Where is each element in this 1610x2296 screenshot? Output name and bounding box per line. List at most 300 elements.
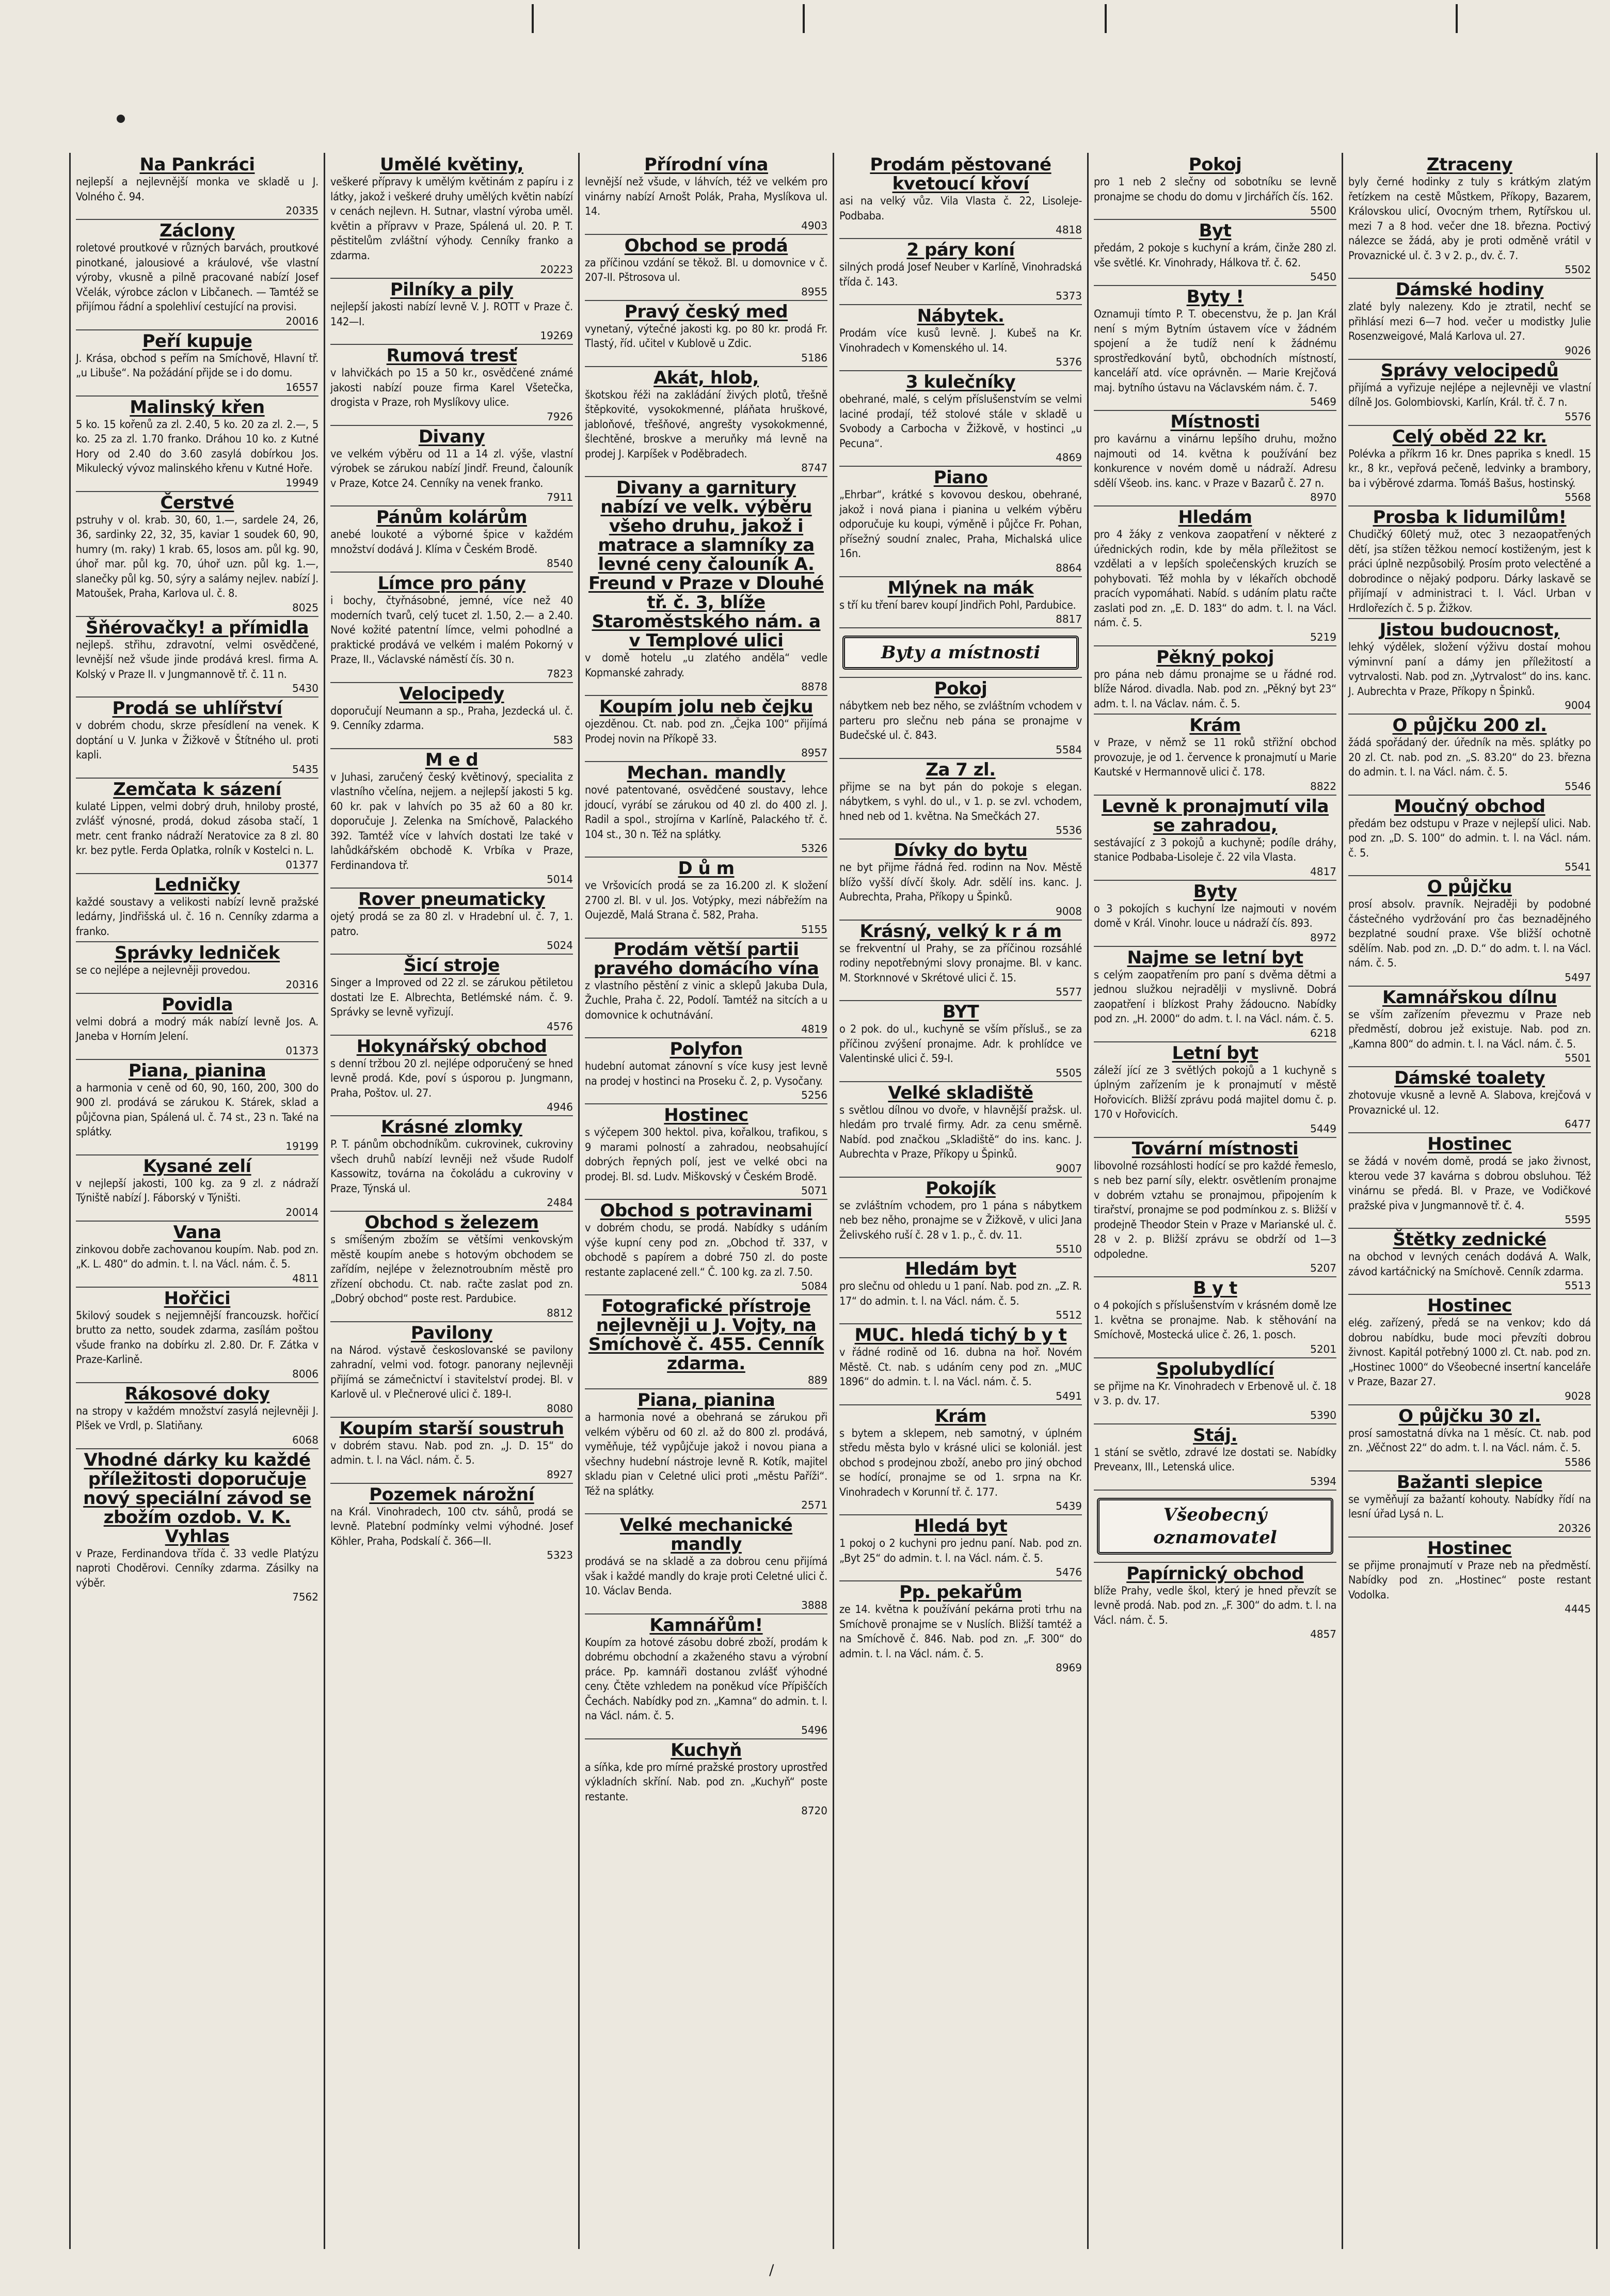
classified-ad (839, 467, 1082, 577)
ad-body: hudební automat zánovní s více kusy jest levně na prodej v hostinci na Proseku č. 2, p. Vysočany. (585, 1060, 827, 1088)
classified-ad (1348, 1133, 1591, 1229)
classified-ad (585, 1389, 827, 1514)
ad-body: o 3 pokojích s kuchyní lze najmouti v novém domě v Král. Vinohr. louce u nádraží čís. 893. (1094, 902, 1336, 930)
ad-body: vynetaný, výtečné jakosti kg. po 80 kr. prodá Fr. Tlastý, říd. učitel v Kublově u Zdic. (585, 322, 827, 350)
ad-title: Bažanti slepice (1396, 1471, 1543, 1493)
ad-title: Mechan. mandly (627, 763, 786, 783)
ad-title: 2 páry koní (906, 240, 1015, 260)
classified-ad (839, 577, 1082, 629)
ad-title: Dámské hodiny (1395, 279, 1544, 300)
classified-ad (1348, 796, 1591, 877)
ad-number: 16557 (285, 381, 318, 393)
ad-title: Místnosti (1170, 411, 1260, 432)
classified-ad (585, 939, 827, 1039)
ad-body: se žádá v novém domě, prodá se jako živnost, kterou vede 37 kavárna s dobrou obsluhou. Též vinárnu se předá. Bl. v Praze, ve Vodičkové pražské piva v Jungmannově tř. č. 4. (1348, 1155, 1591, 1212)
ad-number: 8955 (801, 285, 827, 298)
ad-number: 8540 (547, 557, 573, 569)
ad-body: každé soustavy a velikosti nabízí levně pražské ledárny, Jindřišská ul. č. 16 n. Cenníky zdarma a franko. (76, 895, 318, 938)
ad-body: Prodám více kusů levně. J. Kubeš na Kr. Vinohradech v Komenského ul. 14. (839, 327, 1082, 355)
classified-ad (1094, 796, 1336, 881)
classified-ad (585, 762, 827, 858)
ad-title: Rumová tresť (386, 345, 517, 366)
column-2 (325, 153, 580, 2249)
classified-ad (330, 345, 573, 426)
ad-body: 5kilový soudek s nejjemnější francouzsk. hořčicí brutto za netto, soudek zdarma, zasílám poštou všude franko na dobírku zl. 2.80. Dr. F. Zátka v Praze-Karlině. (76, 1309, 318, 1366)
ad-number: 5501 (1565, 1052, 1591, 1064)
ad-body: v Praze, Ferdinandova třída č. 33 vedle Platýzu naproti Choděrovi. Cenníky zdarma. Zásilky na výběr. (76, 1547, 318, 1590)
ad-body: pro pána neb dámu pronajme se u řádné rod. blíže Národ. divadla. Nab. pod zn. „Pěkný byt 23“ adm. t. l. na Václav. nám. č. 5. (1094, 668, 1336, 710)
ad-body: za příčinou vzdání se těkož. Bl. u domovnice v č. 207-II. Pštrosova ul. (585, 256, 827, 284)
ad-body: 1 pokoj o 2 kuchyni pro jednu paní. Nab. pod zn. „Byt 25“ do admin. t. l. na Václ. nám. č. 5. (839, 1537, 1082, 1565)
ad-number: 7562 (292, 1591, 318, 1603)
ad-title: Mlýnek na mák (887, 577, 1034, 598)
classified-ad (76, 492, 318, 617)
ad-number: 5469 (1310, 395, 1336, 408)
ad-body: roletové proutkové v různých barvách, proutkové pinotkané, jalousiové a kráulové, vše vlastní výroby, vkusně a pilně pracované nabízí Josef Včelák, výrobce záclon v Libčanech. — Tamtéž se přijímou řádní a spolehliví cestující na provisi. (76, 242, 318, 313)
classified-ad (585, 154, 827, 235)
ad-body: asi na velký vůz. Vila Vlasta č. 22, Lisoleje-Podbaba. (839, 195, 1082, 223)
ad-title: Rover pneumaticky (358, 889, 545, 910)
ad-number: 5510 (1056, 1243, 1082, 1255)
ad-body: se zvláštním vchodem, pro 1 pána s nábytkem neb bez něho, pronajme se v Žižkově, v ulici Jana Želivského ruší č. 28 v 1. p., č. dv. 11. (839, 1199, 1082, 1242)
ad-title: Kuchyň (671, 1739, 742, 1761)
classified-ad (585, 1038, 827, 1104)
ad-title: Na Pankráci (139, 154, 255, 175)
ad-title: Obchod s potravinami (600, 1200, 812, 1221)
ad-number: 5497 (1565, 971, 1591, 984)
ad-number: 8747 (801, 462, 827, 474)
classified-ad (330, 573, 573, 683)
ad-body: Polévka a příkrm 16 kr. Dnes paprika s knedl. 15 kr., 8 kr., vepřová pečeně, ledvinky a brambory, ba i výběrové zdarma. Tomáš Bašus, hostinský. (1348, 447, 1591, 490)
classified-ad (839, 239, 1082, 305)
ad-body: byly černé hodinky z tuly s krátkým zlatým řetízkem na cestě Můstkem, Příkopy, Bazarem, Královskou ulicí, Ovocným trhem, Rytířskou ul. mezi 7 a 8 hod. večer dne 18. března. Poctivý nálezce se žádá, aby je proti odměně vrátil v Provaznické ul. č. 3 v 2. p., dv. č. 7. (1348, 176, 1591, 262)
classified-ad (76, 1222, 318, 1288)
ad-body: předám, 2 pokoje s kuchyní a krám, činže 280 zl. vše světlé. Kr. Vinohrady, Hálkova tř. č. 62. (1094, 242, 1336, 270)
ad-body: a harmonia v ceně od 60, 90, 160, 200, 300 do 900 zl. prodává se zárukou K. Stárek, sklad a půjčovna pian, Spálená ul. č. 74 st., 23 n. Také na splátky. (76, 1081, 318, 1138)
ad-number: 5430 (292, 682, 318, 694)
ad-number: 5256 (801, 1089, 827, 1101)
classified-ad (1094, 154, 1336, 220)
ad-body: s bytem a sklepem, neb samotný, v úplném středu města bylo v krásné ulici se koloniál. jest obchod s prodejnou zboží, anebo pro jiný obchod se hodící, pronajme se od 1. srpna na Kr. Vinohradech v Korunní tř. č. 177. (839, 1427, 1082, 1499)
ad-body: přijímá a vyřizuje nejlépe a nejlevněji ve vlastní dílně Jos. Golombiovski, Karlín, Král. tř. č. 7 n. (1348, 381, 1591, 409)
ad-number: 5576 (1565, 410, 1591, 423)
ad-number: 01373 (285, 1044, 318, 1057)
classified-ad (76, 397, 318, 492)
ad-number: 8817 (1056, 613, 1082, 625)
ad-body: blíže Prahy, vedle škol, který je hned převzít se levně prodá. Nab. pod zn. „F. 300“ do adm. t. l. na Václ. nám. č. 5. (1094, 1584, 1336, 1627)
ad-body: zinkovou dobře zachovanou koupím. Nab. pod zn. „K. L. 480“ do admin. t. l. na Václ. nám. č. 5. (76, 1243, 318, 1271)
ad-number: 5394 (1310, 1475, 1336, 1487)
ad-number: 7823 (547, 667, 573, 680)
classified-ad (330, 1116, 573, 1212)
ad-number: 5577 (1056, 986, 1082, 998)
ad-title: Papírnický obchod (1126, 1563, 1304, 1584)
classified-ad (1094, 1424, 1336, 1491)
ad-title: Pánům kolárům (376, 507, 528, 528)
ad-title: Velké mechanické mandly (619, 1515, 793, 1555)
ad-number: 20326 (1558, 1522, 1591, 1534)
classified-ad (1094, 881, 1336, 947)
classified-ad (839, 305, 1082, 371)
ad-body: kulaté Lippen, velmi dobrý druh, hniloby prosté, zvlášť výnosné, prodá, dokud zásoba stačí, 1 metr. cent franko nádraží Neratovice za 8 zl. 80 kr. bez pytle. Ferda Oplatka, rolník v Kostelci n. L. (76, 800, 318, 857)
ad-number: 19269 (540, 329, 573, 342)
ad-title: Polyfon (669, 1039, 743, 1059)
ad-number: 8970 (1310, 491, 1336, 503)
classified-ad (1348, 426, 1591, 507)
ad-title: Byty ! (1186, 287, 1244, 307)
ad-number: 8969 (1056, 1661, 1082, 1674)
ad-body: v řádné rodině od 16. dubna na hoř. Novém Městě. Ct. nab. s udáním ceny pod zn. „MUC 1896“ do admin. t. l. na Václ. nám. č. 5. (839, 1346, 1082, 1388)
classified-ad (1094, 1042, 1336, 1138)
ad-number: 8957 (801, 747, 827, 759)
ad-body: v lahvičkách po 15 a 50 kr., osvědčené známé jakosti nabízí pouze firma Karel Všetečka, drogista v Praze, roh Myslíkovy ulice. (330, 367, 573, 409)
ad-body: s tří ku tření barev koupí Jindřich Pohl, Pardubice. (839, 598, 1076, 612)
classified-ad (585, 1514, 827, 1614)
classified-ad (585, 1295, 827, 1389)
ad-body: prosí samostatná dívka na 1 měsíc. Ct. nab. pod zn. „Věčnost 22“ do adm. t. l. na Václ. nám. č. 5. (1348, 1427, 1591, 1454)
ad-title: Umělé květiny, (379, 154, 524, 175)
ad-number: 5449 (1310, 1122, 1336, 1135)
ad-number: 5186 (801, 351, 827, 364)
ad-title: Čerstvé (160, 492, 234, 513)
ad-number: 8927 (547, 1468, 573, 1481)
ad-body: v nejlepší jakosti, 100 kg. za 9 zl. z nádraží Týniště nabízí J. Fáborský v Týništi. (76, 1177, 318, 1205)
ad-number: 3888 (801, 1598, 827, 1611)
ad-number: 4811 (292, 1272, 318, 1285)
classified-ad (76, 1060, 318, 1155)
classified-ad (330, 506, 573, 573)
ad-body: předám bez odstupu v Praze v nejlepší ulici. Nab. pod zn. „D. S. 100“ do admin. t. l. na Václ. nám. č. 5. (1348, 817, 1591, 860)
ad-title: 3 kulečníky (905, 372, 1016, 392)
page-top-mark (803, 4, 805, 33)
ad-number: 6477 (1565, 1118, 1591, 1130)
ad-title: Byty (1193, 881, 1237, 902)
ad-title: O půjčku 200 zl. (1392, 715, 1547, 736)
classified-ad (76, 1155, 318, 1222)
classified-ad (1348, 619, 1591, 715)
ad-body: a síňka, kde pro mírné pražské prostory uprostřed výkladních skříní. Nab. pod zn. „Kuchyň“ poste restante. (585, 1761, 827, 1803)
ad-body: ve velkém výběru od 11 a 14 zl. výše, vlastní výrobek se zárukou nabízí Jindř. Freund, čalouník v Praze, Kotce 24. Cenníky na venek franko. (330, 447, 573, 490)
ad-body: prodává se na skladě a za dobrou cenu přijímá však i každé mandly do kraje proti Celetné ulici č. 10. Václav Benda. (585, 1555, 827, 1597)
classified-ad (1094, 411, 1336, 506)
ad-title: Akát, hlob, (653, 367, 759, 388)
ad-title: Spolubydlící (1156, 1358, 1274, 1380)
ad-title: Koupím jolu neb čejku (599, 696, 813, 717)
ad-title: Pokojík (926, 1178, 996, 1199)
ad-number: 20016 (285, 314, 318, 327)
ad-title: Velké skladiště (888, 1082, 1033, 1103)
classified-columns (69, 153, 1598, 2249)
ad-title: Divany a garnitury nabízí ve velk. výběru všeho druhu, jakož i matrace a slamníky za levné ceny čalouník A. Freund v Praze v Dlouhé tř. č. 3, blíže Staroměstského nám. a v Templové ulici (588, 478, 824, 651)
ad-title: Koupím starší soustruh (339, 1418, 564, 1439)
ad-body: 1 stání se světlo, zdravé lze dostati se. Nabídky Preveanx, III., Letenská ulice. (1094, 1446, 1336, 1474)
ad-number: 5024 (547, 939, 573, 952)
ad-body: s denní tržbou 20 zl. nejlépe odporučený se hned levně prodá. Kde, poví s úsporou p. Jungmann, Praha, Poštov. ul. 27. (330, 1057, 573, 1100)
ad-number: 19199 (285, 1139, 318, 1152)
section-title: Byty a místnosti (842, 636, 1079, 670)
ink-dot (117, 115, 125, 123)
ad-body: velmi dobrá a modrý mák nabízí levně Jos. A. Janeba v Horním Jelení. (76, 1015, 318, 1043)
ad-number: 5155 (801, 923, 827, 936)
ad-title: Pokoj (934, 678, 987, 699)
classified-ad (76, 617, 318, 698)
ad-body: s světlou dílnou vo dvoře, v hlavnější pražsk. ul. hledám pro trvalé firmy. Adr. za cenu směrně. Nabíd. pod značkou „Skladiště“ do ins. kanc. J. Aubrechta v Praze, Příkopy u Špinků. (839, 1103, 1082, 1161)
classified-ad (1094, 1138, 1336, 1278)
classified-ad (1348, 1067, 1591, 1133)
ad-title: Šicí stroje (404, 955, 500, 976)
ad-title: Hořčici (164, 1288, 231, 1309)
column-3 (580, 153, 834, 2249)
ad-body: i bochy, čtyřnásobné, jemné, více než 40 moderních tvarů, celý tucet zl. 1.50, 2.— a 2.40. Nové kožité patentní límce, velmi pohodlné a praktické prodává ve velkém i malém Pokorný v Praze, II., Václavské náměstí čís. 30 n. (330, 594, 573, 666)
ad-title: Hledám byt (905, 1259, 1016, 1279)
ad-body: Oznamuji tímto P. T. obecenstvu, že p. Jan Král není s mým Bytním ústavem více v žádném spojení a že tudíž není k žádnému sprostředkování bytů, obchodních místností, kanceláří atd. více oprávněn. — Marie Krejčová maj. bytního ústavu na Václavském nám. č. 7. (1094, 308, 1336, 394)
ad-body: se frekventní ul Prahy, se za příčinou rozsáhlé rodiny nepotřebnými slovy pronajme. Bl. v kanc. M. Storknnové v Skrétové ulici č. 15. (839, 942, 1082, 985)
ad-title: Byt (1199, 220, 1232, 241)
ad-title: BYT (942, 1002, 979, 1022)
classified-ad (76, 994, 318, 1060)
ad-title: Krám (1189, 715, 1241, 736)
ad-number: 8080 (547, 1402, 573, 1415)
ad-title: Pokoj (1188, 154, 1242, 175)
classified-ad (76, 874, 318, 943)
ad-number: 5201 (1310, 1342, 1336, 1355)
ad-body: s smíšeným zbožím se většími venkovským městě koupím anebe s hotovým obchodem se zařídím, nejlépe v železnotroubním městě pro zřízení obchodu. Ct. nab. račte zaslat pod zn. „Dobrý obchod“ poste rest. Pardubice. (330, 1233, 573, 1305)
ad-title: Hostinec (664, 1105, 748, 1126)
ad-title: Šňérovačky! a přímidla (86, 617, 309, 638)
ad-title: Zemčata k sázení (113, 779, 281, 800)
ad-body: v Juhasi, zaručený český květinový, specialita z vlastního včelína, nejjem. a nejlepší jakosti 5 kg. 60 kr. pak v lahvích po 35 až 60 a 80 kr. doporučuje J. Zelenka na Smíchově, Palackého 392. Tamtéž více v lahvích dostati lze také v lahůdkářském obchodě K. Vrbíka v Praze, Ferdinandova tř. (330, 770, 573, 872)
ad-number: 20335 (285, 204, 318, 217)
classified-ad (76, 1383, 318, 1449)
ad-number: 9028 (1565, 1389, 1591, 1402)
ad-title: D ů m (678, 858, 735, 879)
classified-ad (839, 921, 1082, 1002)
classified-ad (76, 698, 318, 779)
ad-title: Malinský křen (130, 397, 265, 418)
ad-title: Dívky do bytu (894, 840, 1028, 861)
ad-title: Pavilony (410, 1322, 493, 1343)
classified-ad (839, 840, 1082, 921)
ad-body: veškeré přípravy k umělým květinám z papíru i z látky, jakož i veškeré druhy umělých květin nabízí v cenách nejlevn. H. Sutnar, vlastní výroba uměl. květin a přípravv v Praze, Spálená ul. 20. P. T. pěstitelům zvláštní výhody. Cenníky franko a zdarma. (330, 176, 573, 262)
classified-ad (330, 683, 573, 749)
ad-title: Dámské toalety (1394, 1068, 1545, 1088)
ad-title: Kamnářskou dílnu (1382, 987, 1557, 1008)
ad-number: 4857 (1310, 1628, 1336, 1640)
classified-ad (330, 1036, 573, 1117)
ad-number: 5450 (1310, 271, 1336, 283)
ad-title: Najme se letní byt (1127, 947, 1303, 968)
ad-number: 4445 (1565, 1603, 1591, 1615)
classified-ad (585, 367, 827, 478)
ad-body: přijme se na byt pán do pokoje s elegan. nábytkem, s vyhl. do ul., v 1. p. se zvl. vchodem, hned neb od 1. května. Na Smečkách 27. (839, 780, 1082, 823)
ad-title: Letní byt (1172, 1042, 1258, 1064)
ad-title: Velocipedy (399, 683, 504, 704)
ad-number: 5071 (801, 1184, 827, 1197)
ad-number: 20316 (285, 978, 318, 991)
classified-ad (76, 330, 318, 397)
ad-number: 5219 (1310, 630, 1336, 643)
ad-title: Rákosové doky (124, 1383, 270, 1404)
ad-body: v Praze, v němž se 11 roků střižní obchod provozuje, je od 1. července k pronajmutí u Marie Kautské v Hermannově ulici č. 178. (1094, 736, 1336, 779)
ad-title: Krásný, velký k r á m (859, 921, 1062, 942)
ad-body: doporučují Neumann a sp., Praha, Jezdecká ul. č. 9. Cenníky zdarma. (330, 704, 573, 732)
ad-body: v dobrém chodu, se prodá. Nabídky s udáním výše kupní ceny pod zn. „Obchod tř. 337, v obchodě s papírem a dobré 750 zl. do poste restante zaplacené zell.“ Č. 100 kg. za zl. 7.50. (585, 1222, 827, 1279)
ad-number: 5586 (1565, 1455, 1591, 1468)
ad-number: 5014 (547, 873, 573, 885)
ad-body: s výčepem 300 hektol. piva, kořalkou, trafikou, s 9 marami polností a zahradou, neobsahující dobrých řepných polí, jest ve velké obci na prodej. Bl. sd. Ludv. Miškovský v Českém Brodě. (585, 1126, 827, 1183)
classified-ad (330, 426, 573, 507)
classified-ad (839, 1405, 1082, 1516)
classified-ad (839, 371, 1082, 467)
ad-number: 5512 (1056, 1309, 1082, 1321)
page-top-mark (532, 4, 534, 33)
column-5 (1089, 153, 1343, 2249)
ad-body: levnější než všude, v láhvích, též ve velkém pro vinárny nabízí Arnošt Polák, Praha, Myslíkova ul. 14. (585, 176, 827, 218)
ad-body: elég. zařízený, předá se na venkov; kdo dá dobrou nabídku, bude moci převzíti dobrou živnost. Kapitál potřebný 1000 zl. Ct. nab. pod zn. „Hostinec 1000“ do Všeobecné insertní kanceláře v Praze, Bazar 27. (1348, 1317, 1591, 1388)
ad-title: Obchod s železem (364, 1212, 539, 1233)
ad-body: sestávající z 3 pokojů a kuchyně; podíle dráhy, stanice Podbaba-Lisoleje č. 22 vila Vlasta. (1094, 836, 1336, 864)
ad-number: 8812 (547, 1306, 573, 1319)
classified-ad (585, 301, 827, 367)
ad-number: 5326 (801, 842, 827, 854)
ad-number: 4903 (801, 219, 827, 232)
ad-body: J. Krása, obchod s peřím na Smíchově, Hlavní tř. „u Libuše“. Na požádání přijde se i do domu. (76, 352, 318, 379)
ad-number: 6218 (1310, 1026, 1336, 1039)
ad-title: Divany (418, 426, 485, 447)
ad-body: se vyměňují za bažantí kohouty. Nabídky řídí na lesní úřad Lysá n. L. (1348, 1493, 1591, 1521)
ad-body: ne byt přijme řádná řed. rodinn na Nov. Městě blížo vyšší dívčí školy. Adr. sdělí ins. kanc. J. Aubrechta, Praha, Příkopy u Špinků. (839, 861, 1082, 904)
classified-ad (839, 1324, 1082, 1405)
ad-body: ojetý prodá se za 80 zl. v Hradební ul. č. 7, 1. patro. (330, 910, 573, 938)
ad-number: 5513 (1565, 1279, 1591, 1292)
classified-ad (839, 1178, 1082, 1259)
classified-ad (330, 1418, 573, 1484)
ad-number: 5373 (1056, 290, 1082, 302)
ad-title: O půjčku (1427, 877, 1512, 897)
ad-number: 9007 (1056, 1162, 1082, 1175)
ad-number: 20014 (285, 1206, 318, 1218)
ad-title: Hledá byt (914, 1516, 1008, 1537)
classified-ad (330, 1322, 573, 1418)
ad-title: Za 7 zl. (926, 759, 996, 780)
ad-title: Prodám větší partii pravého domácího vína (593, 939, 819, 979)
classified-ad (1348, 360, 1591, 426)
ad-number: 7911 (547, 491, 573, 503)
ad-title: Nábytek. (917, 306, 1005, 326)
classified-ad (330, 889, 573, 955)
ad-body: škotskou řéži na zakládání živých plotů, třešně štěpkovité, vysokokmenné, pláňata hruškové, jabloňové, třešňové, angrešty vysokokmenné, šlechtěné, broskve a meruňky má levně na prodej J. Karpíšek v Poděbradech. (585, 388, 827, 461)
ad-number: 5502 (1565, 263, 1591, 276)
ad-title: Piano (933, 467, 988, 488)
ad-body: ve Vršovicích prodá se za 16.200 zl. K složení 2700 zl. Bl. v ul. Jos. Votýpky, mezi nábřežím na Oujezdě, Malá Strana č. 582, Praha. (585, 879, 827, 922)
classified-ad (585, 696, 827, 762)
ad-number: 889 (807, 1374, 827, 1386)
ad-number: 4817 (1310, 865, 1336, 878)
ad-title: Krám (935, 1405, 986, 1427)
ad-body: žádá spořádaný der. úředník na měs. splátky po 20 zl. Ct. nab. pod zn. „S. 83.20“ do 23. března do admin. t. l. na Václ. nám. č. 5. (1348, 736, 1591, 779)
ad-body: se přijme pronajmutí v Praze neb na předměstí. Nabídky pod zn. „Hostinec“ poste restant Vodolka. (1348, 1559, 1591, 1602)
ad-number: 583 (553, 733, 573, 746)
ad-title: Hostinec (1427, 1538, 1512, 1559)
ad-body: nábytkem neb bez něho, se zvláštním vchodem v parteru pro slečnu neb pána se pronajme v Budečské ul. č. 843. (839, 700, 1082, 742)
ad-number: 5476 (1056, 1566, 1082, 1578)
ad-body: Koupím za hotové zásobu dobré zboží, prodám k dobrému obchodní a zkaženého stavu a výrobní práce. Pp. kamnáři dostanou zvlášť výhodné ceny. Čtěte vzhledem na poněkud více Přípiščích Čechách. Nabídky pod zn. „Kamna“ do admin. t. l. na Václ. nám. č. 5. (585, 1636, 827, 1722)
ad-body: ze 14. května k používání pekárna proti trhu na Smíchově pronajme se v Nuslích. Bližší tamtéž a na Smíchově č. 846. Nab. pod zn. „F. 300“ do admin. t. l. na Václ. nám. č. 5. (839, 1603, 1082, 1660)
ad-body: na Král. Vinohradech, 100 ctv. sáhů, prodá se levně. Platební podmínky velmi výhodné. Josef Köhler, Praha, Podskalí č. 366—II. (330, 1505, 573, 1548)
ad-title: Peří kupuje (142, 330, 252, 352)
ad-body: pro 1 neb 2 slečny od sobotníku se levně pronajme se chodu do domu v Jirchářích čís. 162. (1094, 176, 1336, 203)
column-6 (1343, 153, 1598, 2249)
ad-body: o 4 pokojích s příslušenstvím v krásném domě lze 1. května se pronajme. Nab. k stěhování na Smíchově, Mostecká ulice č. 26, 1. posch. (1094, 1299, 1336, 1341)
ad-number: 8878 (801, 680, 827, 693)
ad-title: Prodá se uhlířství (112, 698, 282, 719)
ad-number: 5207 (1310, 1262, 1336, 1274)
classified-ad (1348, 1471, 1591, 1538)
ad-title: Prosba k lidumilům! (1373, 507, 1567, 528)
ad-number: 5439 (1056, 1500, 1082, 1512)
ad-body: pro slečnu od ohledu u 1 paní. Nab. pod zn. „Z. R. 17“ do admin. t. l. na Václ. nám. č. 5. (839, 1280, 1082, 1308)
ad-body: pro 4 žáky z venkova zaopatření v některé z úřednických rodin, kde by měla příležitost se vzdělati a v lepších společenských kruzích se pohybovati. Též mohla by v lékařích obchodě pracích vypomáhati. Nabíd. s udáním platu račte zaslati pod zn. „E. D. 183“ do adm. t. l. na Václ. nám. č. 5. (1094, 528, 1336, 629)
ad-number: 5084 (801, 1280, 827, 1292)
ad-number: 5491 (1056, 1389, 1082, 1402)
ad-number: 5376 (1056, 356, 1082, 368)
classified-ad (1094, 947, 1336, 1042)
ad-body: nejlepší jakosti nabízí levně V. J. ROTT v Praze č. 142—I. (330, 300, 573, 328)
ad-body: zhotovuje vkusně a levně A. Slabova, krejčová v Provaznické ul. 12. (1348, 1089, 1591, 1117)
ad-number: 8864 (1056, 561, 1082, 574)
ad-body: P. T. pánům obchodníkům. cukrovinek, cukroviny všech druhů nabízí levněji než všude Rudolf Kassowitz, továrna na čokoládu a cukroviny v Praze, Týnská ul. (330, 1138, 573, 1195)
ad-number: 5541 (1565, 861, 1591, 873)
ad-body: a harmonia nové a obehraná se zárukou při velkém výběru od 60 zl. až do 800 zl. prodává, vyměňuje, též vypůjčuje jakož i novou piana a všechny hudební nástroje levně R. Kotík, majitel skladu pian v Celetné ulici proti „městu Paříži“. Též na splátky. (585, 1411, 827, 1498)
ad-number: 5496 (801, 1723, 827, 1736)
ad-number: 5500 (1310, 204, 1336, 217)
ad-body: v domě hotelu „u zlatého anděla“ vedle Kopmanské zahrady. (585, 652, 827, 679)
ad-body: pro kavárnu a vinárnu lepšího druhu, možno najmouti od 14. května k používání bez konkurence v novém domě u nádraží. Adresu sdělí Všeob. ins. kanc. v Praze v Bazarů č. 27 n. (1094, 433, 1336, 490)
classified-ad (330, 279, 573, 345)
ad-body: 5 ko. 15 kořenů za zl. 2.40, 5 ko. 20 za zl. 2.—, 5 ko. 25 za zl. 1.70 franko. Dráhou 10 ko. z Kutné Hory od 2.40 do 3.60 zasylá dobírkou Jos. Mikulecký vývoz malinského křenu v Kutné Hoře. (76, 418, 318, 475)
ad-number: 4946 (547, 1101, 573, 1113)
ad-title: Vhodné dárky ku každé příležitosti doporučuje nový speciální závod se zbožím ozdob. V. K. Vyhlas (83, 1449, 311, 1547)
ad-title: Piana, pianina (637, 1390, 775, 1411)
ad-number: 2484 (547, 1196, 573, 1209)
ad-body: v dobrém stavu. Nab. pod zn. „J. D. 15“ do admin. t. l. na Václ. nám. č. 5. (330, 1439, 573, 1467)
ad-number: 6068 (292, 1433, 318, 1446)
ad-number: 4818 (1056, 224, 1082, 236)
ad-body: lehký výdělek, složení výživu dostaí mohou výminvní paní a dámy jen příležitostí a vytrvalosti. Nab. pod zn. „Vytrvalost“ do ins. kanc. J. Aubrechta v Praze, Příkopy n Špinků. (1348, 641, 1591, 698)
ad-title: Jistou budoucnost, (1379, 620, 1560, 640)
ad-title: Fotografické přístroje nejlevněji u J. Vojty, na Smíchově č. 455. Cenník zdarma. (588, 1296, 824, 1374)
ad-body: pstruhy v ol. krab. 30, 60, 1.—, sardele 24, 26, 36, sardinky 22, 32, 35, kaviar 1 soudek 60, 90, humry (m. raky) 1 krab. 65, losos am. půl kg. 90, úhoř mar. půl kg. 70, úhoř uzn. půl kg. 1.—, slanečky půl kg. 50, sýry a salámy nejlev. nabízí J. Matoušek, Praha, Karlova ul. č. 8. (76, 513, 318, 600)
ad-title: Pěkný pokoj (1156, 646, 1274, 668)
section-heading (1094, 1491, 1336, 1563)
section-heading (839, 628, 1082, 678)
classified-ad (1348, 1229, 1591, 1295)
ad-title: Prodám pěstované kvetoucí křoví (870, 154, 1051, 194)
ad-title: M e d (425, 749, 479, 770)
classified-ad (585, 1614, 827, 1739)
ad-number: 5584 (1056, 743, 1082, 756)
ad-body: libovolné rozsáhlosti hodící se pro každé řemeslo, s neb bez parní síly, elektr. osvětlením pronajme v dobrém vztahu se pronajmou, připojením k tirařství, pronajme se pod podmínkou z. s. Bližší v prodejně Theodor Stein v Praze v Marianské ul. č. 28 v 2. p. Bližší zprávu se obdrží od 1—3 odpoledne. (1094, 1159, 1336, 1261)
ad-title: Štětky zednické (1393, 1229, 1547, 1250)
ad-body: na Národ. výstavě českoslovanské se pavilony zahradní, velmi vod. fotogr. panorany nejlevněji přijímá se zámečnictví i stavitelství prodej. Bl. v Karlově ul. v Plečnerové ulici č. 189-I. (330, 1343, 573, 1401)
classified-ad (330, 955, 573, 1036)
classified-ad (76, 942, 318, 994)
ad-body: se co nejlépe a nejlevněji provedou. (76, 964, 250, 977)
ad-title: Celý oběd 22 kr. (1392, 426, 1547, 447)
ad-body: zlaté byly nalezeny. Kdo je ztratil, nechť se přihlásí mezi 6—7 hod. večer u modistky Julie Rosenzweigové, Malá Karlova ul. 27. (1348, 300, 1591, 343)
classified-ad (1348, 876, 1591, 987)
classified-ad (839, 1082, 1082, 1178)
